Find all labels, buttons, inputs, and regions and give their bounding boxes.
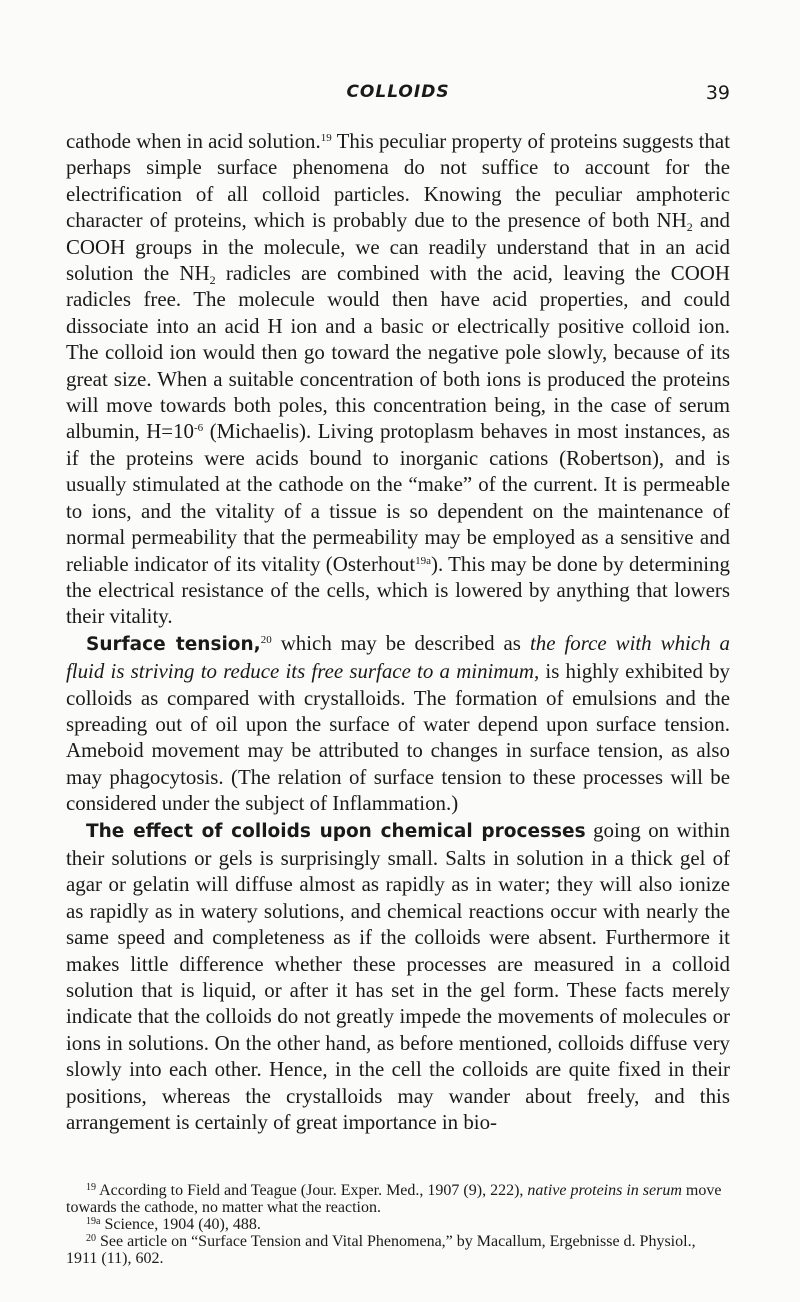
footnote-mark: 20 (86, 1233, 96, 1244)
footnote-19a (66, 1216, 730, 1233)
running-title: COLLOIDS (346, 82, 450, 102)
paragraph-electrification (66, 128, 730, 630)
footnote-ref-19: 19 (320, 132, 332, 144)
footnote-20 (66, 1233, 730, 1267)
page-header (66, 82, 730, 110)
text-run: (Michaelis). Living protoplasm behaves in most instances, as if the proteins were acids bound to inorganic cations (Robertson), and is usually stimulated at the cathode on the “make” of the current. It is permeable to ions, and the vitality of a tissue is so dependent on the maintenance of normal permeability that the permeability may be employed as a sensitive and reliable indicator of its vitality (Osterhout (66, 419, 730, 576)
text-run: This peculiar property of proteins suggests that perhaps simple surface phenomena do not suffice to account for the electrification of all colloid particles. Knowing the peculiar amphoteric character of proteins, which is probably due to the presence of both NH (66, 129, 731, 233)
footnote-text: According to Field and Teague (Jour. Exper. Med., 1907 (9), 222), (96, 1182, 528, 1199)
footnote-ref-20: 20 (260, 633, 272, 646)
text-run: which may be described as (271, 630, 530, 655)
section-heading: Surface tension, (86, 633, 261, 655)
footnote-mark: 19a (86, 1216, 101, 1227)
footnote-ref-19a: 19a (415, 554, 432, 567)
exponent: -6 (193, 422, 204, 435)
italic-definition: the force with which a fluid is striving to reduce its free surface to a minimum, (66, 630, 730, 684)
paragraph-chemical-processes (66, 817, 730, 1136)
text-run: ). This may be done by determining the electrical resistance of the cells, which is lowered by anything that lowers their vitality. (66, 551, 730, 629)
footnote-text: Science, 1904 (40), 488. (100, 1216, 261, 1233)
footnotes (66, 1182, 730, 1267)
subscript: 2 (686, 220, 693, 235)
page-number: 39 (705, 82, 730, 104)
text-run: radicles are combined with the acid, leaving the COOH radicles free. The molecule would then have acid properties, and could dissociate into an acid H ion and a basic or electrically positive colloid ion. The colloid ion would then go toward the negative pole slowly, because of its great size. When a suitable concentration of both ions is produced the proteins will move towards both poles, this concentration being, in the case of serum albumin, H=10 (66, 261, 730, 444)
footnote-text: move towards the cathode, no matter what the reaction. (66, 1182, 722, 1216)
text-run: going on within their solutions or gels is surprisingly small. Salts in solution in a thick gel of agar or gelatin will diffuse almost as rapidly as in water; they will also ionize as rapidly as in watery solutions, and chemical reactions occur with nearly the same speed and completeness as if the colloids were absent. Furthermore it makes little difference whether these processes are measured in a colloid solution that is liquid, or after it has set in the gel form. These facts merely indicate that the colloids do not greatly impede the movements of molecules or ions in solutions. On the other hand, as before mentioned, colloids diffuse very slowly into each other. Hence, in the cell the colloids are quite fixed in their positions, whereas the crystalloids may wander about freely, and this arrangement is certainly of great importance in bio- (66, 817, 730, 1135)
subscript: 2 (209, 273, 216, 288)
body-text (66, 128, 730, 1135)
paragraph-surface-tension (66, 630, 730, 817)
text-run: cathode when in acid solution. (66, 129, 321, 153)
footnote-text: See article on “Surface Tension and Vital Phenomena,” by Macallum, Ergebnisse d. Physiol., 1911 (11), 602. (66, 1233, 696, 1267)
footnote-italic: native proteins in serum (527, 1182, 682, 1199)
section-heading: The effect of colloids upon chemical processes (86, 820, 586, 842)
text-run: and COOH groups in the molecule, we can readily understand that in an acid solution the NH (66, 208, 730, 286)
footnote-19 (66, 1182, 730, 1216)
text-run: is highly exhibited by colloids as compared with crystalloids. The formation of emulsions and the spreading out of oil upon the surface of water depend upon surface tension. Ameboid movement may be attributed to changes in surface tension, as also may phagocytosis. (The relation of surface tension to these processes will be considered under the subject of Inflammation.) (66, 659, 730, 816)
footnote-mark: 19 (86, 1182, 96, 1193)
